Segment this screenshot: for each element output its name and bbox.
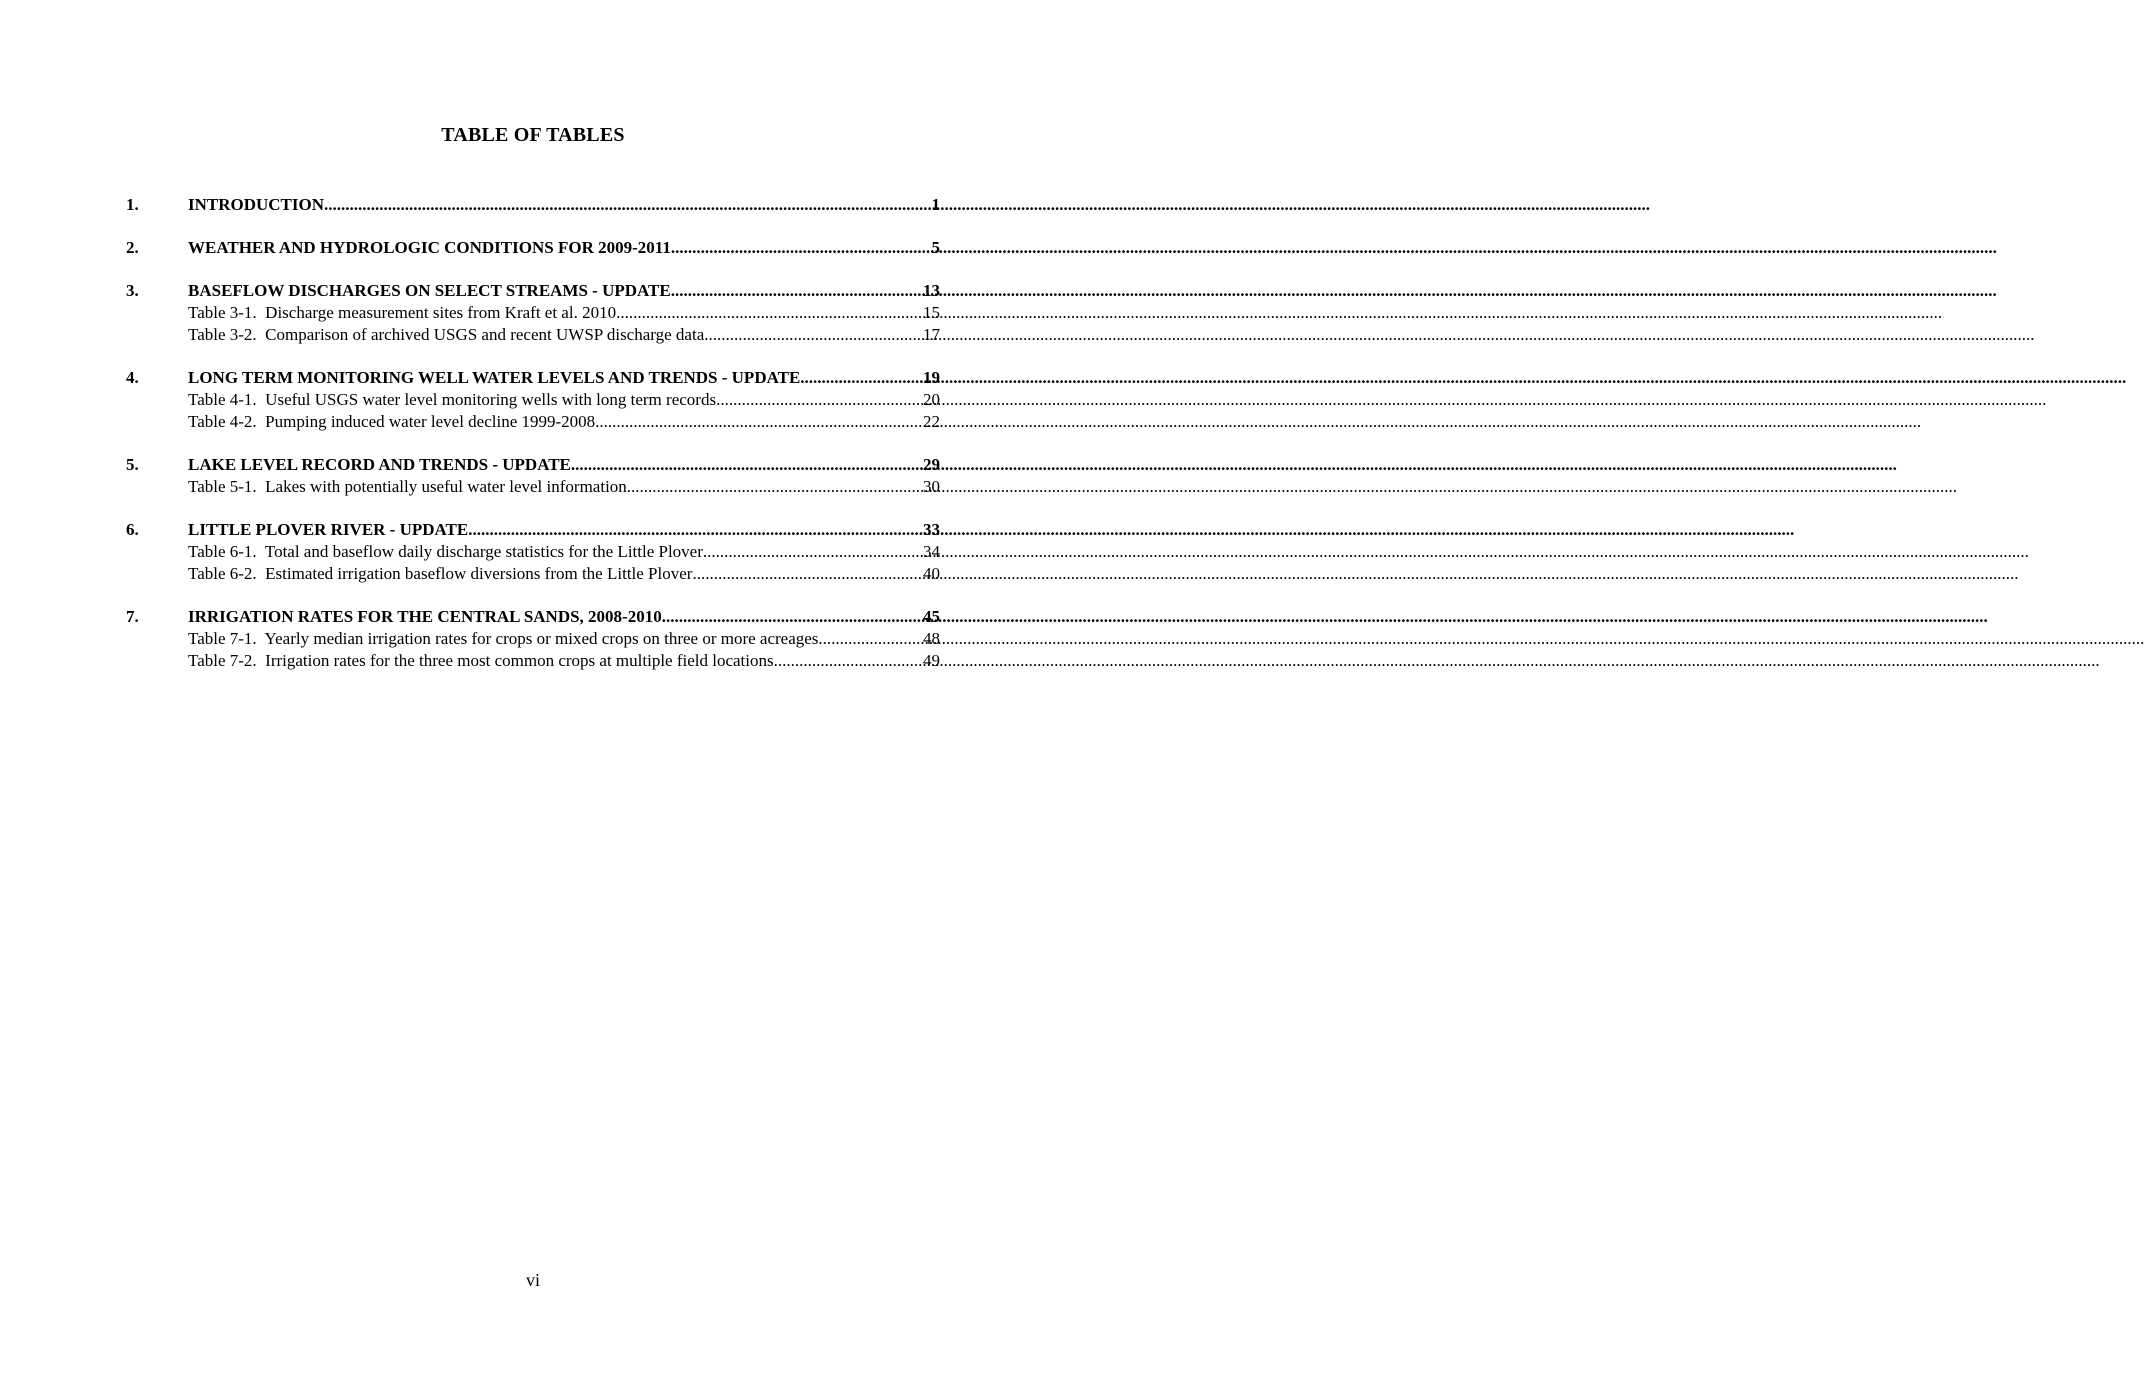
table-of-tables: [126, 194, 940, 693]
toc-section-entry[interactable]: [126, 606, 940, 628]
table-title: Table 6-1. Total and baseflow daily discharge statistics for the Little Plover: [188, 542, 703, 561]
dot-leader: [692, 563, 922, 585]
section-page-number: 5: [931, 238, 940, 257]
table-page-number: 22: [923, 412, 940, 431]
toc-section: [126, 519, 940, 585]
dot-leader: [671, 237, 931, 259]
dot-leader: [631, 476, 922, 498]
toc-table-entry[interactable]: [188, 628, 940, 650]
dot-leader: [616, 302, 922, 324]
toc-section-entry[interactable]: [126, 454, 940, 476]
section-number: 5.: [126, 455, 139, 474]
section-page-number: 19: [923, 368, 940, 387]
dot-leader: [703, 541, 922, 563]
section-title: WEATHER AND HYDROLOGIC CONDITIONS FOR 2009-2011: [188, 238, 671, 257]
toc-section: [126, 237, 940, 259]
section-title: LAKE LEVEL RECORD AND TRENDS - UPDATE: [188, 455, 571, 474]
section-title: LONG TERM MONITORING WELL WATER LEVELS AND TRENDS - UPDATE: [188, 368, 801, 387]
table-title: Table 3-1. Discharge measurement sites from Kraft et al. 2010: [188, 303, 617, 322]
section-number: 2.: [126, 238, 139, 257]
dot-leader: [818, 628, 922, 650]
toc-section-entry[interactable]: [126, 194, 940, 216]
table-title: Table 5-1. Lakes with potentially useful water level information.: [188, 477, 632, 496]
table-title: Table 7-2. Irrigation rates for the three most common crops at multiple field locations: [188, 651, 774, 670]
toc-table-entry[interactable]: [188, 389, 940, 411]
dot-leader: [571, 454, 922, 476]
toc-section: [126, 194, 940, 216]
table-page-number: 49: [923, 651, 940, 670]
section-title: IRRIGATION RATES FOR THE CENTRAL SANDS, 2008-2010: [188, 607, 662, 626]
section-number: 1.: [126, 195, 139, 214]
toc-section: [126, 606, 940, 672]
table-title: Table 7-1. Yearly median irrigation rates for crops or mixed crops on three or more acreages: [188, 629, 819, 648]
toc-section-entry[interactable]: [126, 237, 940, 259]
toc-section: [126, 367, 940, 433]
toc-section-entry[interactable]: [126, 519, 940, 541]
dot-leader: [800, 367, 922, 389]
dot-leader: [662, 606, 922, 628]
toc-table-entry[interactable]: [188, 302, 940, 324]
section-title: INTRODUCTION: [188, 195, 325, 214]
section-number: 6.: [126, 520, 139, 539]
section-number: 7.: [126, 607, 139, 626]
section-page-number: 45: [923, 607, 940, 626]
toc-section-entry[interactable]: [126, 280, 940, 302]
table-title: Table 4-2. Pumping induced water level decline 1999-2008: [188, 412, 596, 431]
section-number: 4.: [126, 368, 139, 387]
dot-leader: [708, 324, 922, 346]
page-number-footer: vi: [525, 1270, 540, 1290]
table-title: Table 3-2. Comparison of archived USGS and recent UWSP discharge data.: [188, 325, 709, 344]
section-page-number: 1: [931, 195, 940, 214]
table-page-number: 15: [923, 303, 940, 322]
toc-section: [126, 280, 940, 346]
page-title: TABLE OF TABLES: [441, 124, 625, 146]
section-title: LITTLE PLOVER RIVER - UPDATE: [188, 520, 469, 539]
table-page-number: 17: [923, 325, 940, 344]
section-page-number: 13: [923, 281, 940, 300]
toc-table-entry[interactable]: [188, 476, 940, 498]
table-page-number: 20: [923, 390, 940, 409]
dot-leader: [671, 280, 922, 302]
toc-table-entry[interactable]: [188, 324, 940, 346]
table-title: Table 6-2. Estimated irrigation baseflow diversions from the Little Plover: [188, 564, 693, 583]
dot-leader: [468, 519, 922, 541]
section-title: BASEFLOW DISCHARGES ON SELECT STREAMS - UPDATE: [188, 281, 671, 300]
table-page-number: 30: [923, 477, 940, 496]
toc-table-entry[interactable]: [188, 541, 940, 563]
table-title: Table 4-1. Useful USGS water level monitoring wells with long term records.: [188, 390, 721, 409]
dot-leader: [774, 650, 922, 672]
dot-leader: [324, 194, 930, 216]
section-page-number: 33: [923, 520, 940, 539]
dot-leader: [595, 411, 922, 433]
toc-section: [126, 454, 940, 498]
toc-table-entry[interactable]: [188, 563, 940, 585]
table-page-number: 40: [923, 564, 940, 583]
dot-leader: [720, 389, 922, 411]
section-page-number: 29: [923, 455, 940, 474]
toc-table-entry[interactable]: [188, 411, 940, 433]
section-number: 3.: [126, 281, 139, 300]
toc-table-entry[interactable]: [188, 650, 940, 672]
table-page-number: 48: [923, 629, 940, 648]
toc-section-entry[interactable]: [126, 367, 940, 389]
table-page-number: 34: [923, 542, 940, 561]
